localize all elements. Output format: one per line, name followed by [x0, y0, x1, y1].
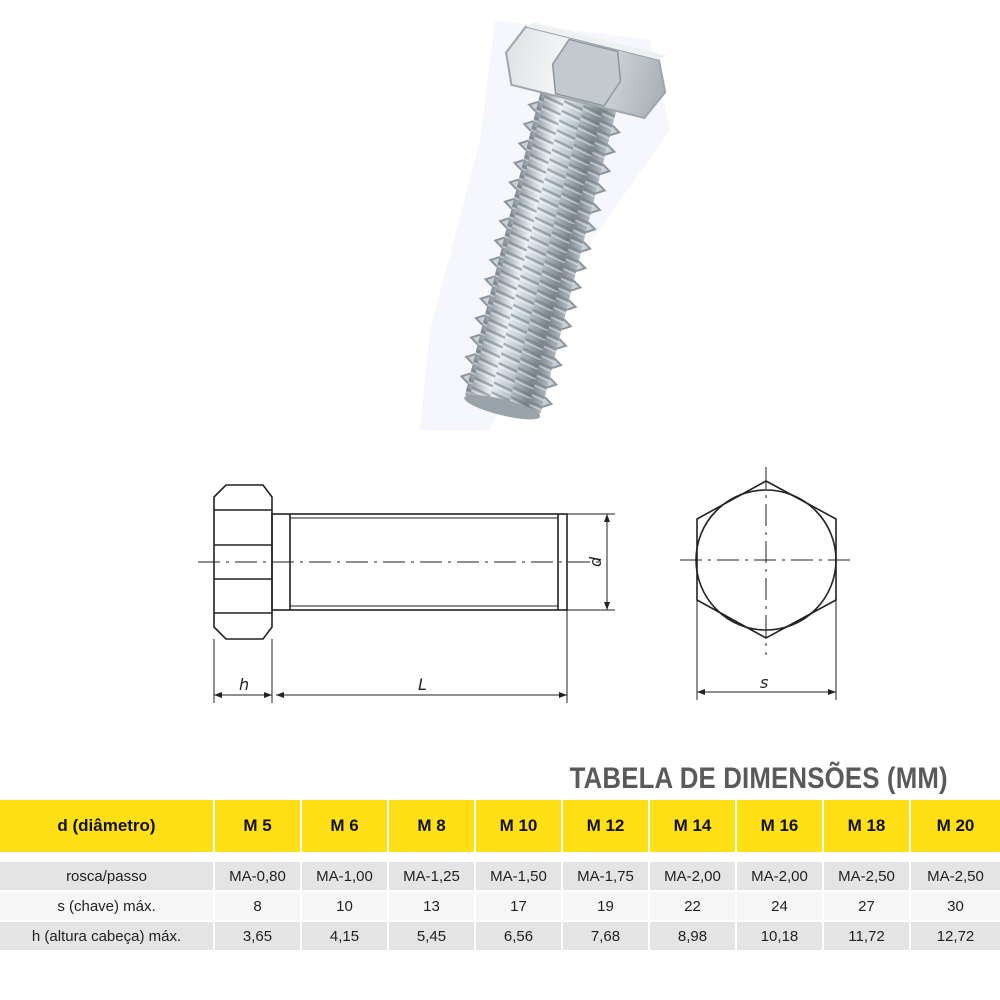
table-cell: 24 — [736, 891, 823, 921]
technical-drawing — [0, 455, 1000, 715]
table-cell: MA-2,00 — [736, 861, 823, 891]
table-cell: 10,18 — [736, 921, 823, 951]
table-cell: MA-2,50 — [910, 861, 1000, 891]
header-size: M 10 — [475, 800, 562, 852]
table-cell: 12,72 — [910, 921, 1000, 951]
header-size: M 14 — [649, 800, 736, 852]
dim-label-s: s — [760, 673, 769, 692]
table-cell: 5,45 — [388, 921, 475, 951]
row-label: s (chave) máx. — [0, 891, 214, 921]
table-cell: 17 — [475, 891, 562, 921]
table-cell: 7,68 — [562, 921, 649, 951]
table-cell: 30 — [910, 891, 1000, 921]
row-label: rosca/passo — [0, 861, 214, 891]
table-cell: 3,65 — [214, 921, 301, 951]
table-cell: 27 — [823, 891, 910, 921]
header-size: M 6 — [301, 800, 388, 852]
dim-label-d: d — [586, 556, 605, 567]
header-size: M 5 — [214, 800, 301, 852]
header-label: d (diâmetro) — [0, 800, 214, 852]
header-size: M 16 — [736, 800, 823, 852]
table-row — [0, 861, 1000, 891]
table-cell: MA-1,00 — [301, 861, 388, 891]
table-cell: MA-1,75 — [562, 861, 649, 891]
table-cell: MA-0,80 — [214, 861, 301, 891]
table-cell: MA-1,25 — [388, 861, 475, 891]
dim-label-l: L — [418, 675, 427, 694]
table-cell: 22 — [649, 891, 736, 921]
table-cell: 6,56 — [475, 921, 562, 951]
table-cell: MA-2,50 — [823, 861, 910, 891]
table-cell: 19 — [562, 891, 649, 921]
table-cell: 8 — [214, 891, 301, 921]
table-cell: MA-1,50 — [475, 861, 562, 891]
dimension-table — [0, 800, 1000, 952]
table-cell: 10 — [301, 891, 388, 921]
table-header-row — [0, 800, 1000, 852]
dim-label-h: h — [239, 675, 250, 694]
header-size: M 12 — [562, 800, 649, 852]
table-cell: 13 — [388, 891, 475, 921]
table-cell: 11,72 — [823, 921, 910, 951]
table-cell: MA-2,00 — [649, 861, 736, 891]
header-size: M 8 — [388, 800, 475, 852]
table-cell: 4,15 — [301, 921, 388, 951]
header-size: M 20 — [910, 800, 1000, 852]
row-label: h (altura cabeça) máx. — [0, 921, 214, 951]
header-size: M 18 — [823, 800, 910, 852]
table-row — [0, 891, 1000, 921]
table-row — [0, 921, 1000, 951]
table-title: TABELA DE DIMENSÕES (MM) — [569, 762, 948, 795]
bolt-photo — [400, 0, 700, 440]
table-cell: 8,98 — [649, 921, 736, 951]
